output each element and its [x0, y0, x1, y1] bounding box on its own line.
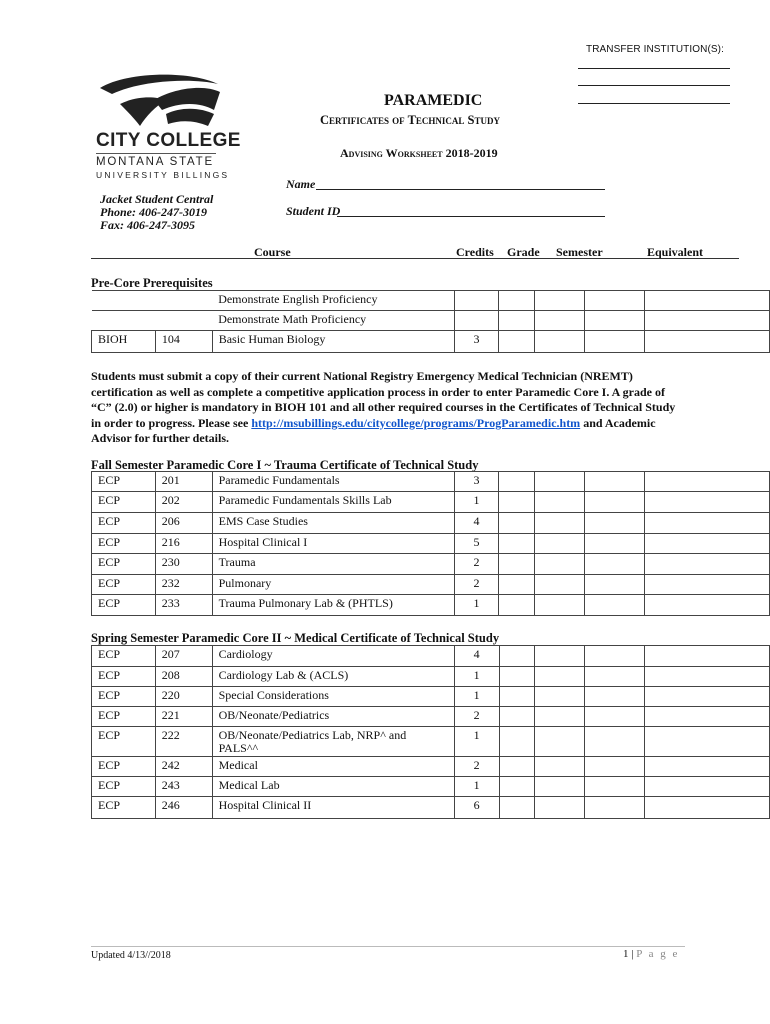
semester-cell[interactable] — [535, 757, 585, 777]
course-number: 206 — [155, 513, 212, 534]
course-row — [92, 472, 770, 492]
equivalent-cell[interactable] — [584, 513, 644, 534]
course-credits: 2 — [454, 575, 499, 595]
course-title: Basic Human Biology — [212, 331, 454, 353]
course-number: 220 — [155, 687, 212, 707]
semester-cell[interactable] — [535, 472, 585, 492]
grade-cell[interactable] — [499, 595, 535, 616]
course-row — [92, 777, 770, 797]
course-prefix: ECP — [92, 687, 156, 707]
equivalent-cell[interactable] — [585, 707, 645, 727]
course-title: OB/Neonate/Pediatrics Lab, NRP^ and PALS^^ — [212, 727, 454, 757]
transfer-institution-line-1[interactable] — [578, 68, 730, 69]
grade-cell[interactable] — [499, 757, 535, 777]
semester-cell[interactable] — [535, 513, 585, 534]
course-row — [92, 311, 770, 331]
course-title: Medical — [212, 757, 454, 777]
name-label: Name — [286, 177, 316, 191]
course-row — [92, 331, 770, 353]
page-title: PARAMEDIC — [384, 92, 483, 109]
course-row — [92, 667, 770, 687]
semester-cell[interactable] — [535, 575, 585, 595]
notes-cell[interactable] — [644, 492, 769, 513]
course-credits: 1 — [454, 727, 499, 757]
course-prefix: ECP — [92, 667, 156, 687]
course-number: 104 — [155, 331, 212, 353]
equivalent-cell[interactable] — [585, 687, 645, 707]
equivalent-cell[interactable] — [585, 311, 645, 331]
column-grade: Grade — [507, 245, 540, 259]
course-title: OB/Neonate/Pediatrics — [212, 707, 454, 727]
notes-cell[interactable] — [644, 727, 769, 757]
course-number: 233 — [155, 595, 212, 616]
course-credits: 5 — [454, 534, 499, 554]
course-prefix: ECP — [92, 513, 156, 534]
notes-cell[interactable] — [644, 291, 769, 311]
notes-cell[interactable] — [644, 331, 769, 353]
equivalent-cell[interactable] — [585, 777, 645, 797]
course-credits: 2 — [454, 757, 499, 777]
notes-cell[interactable] — [644, 575, 769, 595]
course-title: Cardiology — [212, 646, 454, 667]
course-title: Pulmonary — [212, 575, 454, 595]
course-credits: 2 — [454, 554, 499, 575]
page-subtitle: Certificates of Technical Study — [320, 113, 501, 127]
notes-cell[interactable] — [644, 757, 769, 777]
course-prefix: ECP — [92, 727, 156, 757]
logo-montana-state-text: MONTANA STATE — [96, 156, 214, 168]
course-prefix: ECP — [92, 777, 156, 797]
course-number: 202 — [155, 492, 212, 513]
course-title: Cardiology Lab & (ACLS) — [212, 667, 454, 687]
course-row — [92, 595, 770, 616]
city-college-logo — [96, 70, 241, 180]
course-title: Demonstrate English Proficiency — [212, 291, 454, 311]
semester-cell[interactable] — [535, 331, 585, 353]
grade-cell[interactable] — [499, 727, 535, 757]
course-row — [92, 687, 770, 707]
course-title: Hospital Clinical I — [212, 534, 454, 554]
course-row — [92, 291, 770, 311]
grade-cell[interactable] — [499, 492, 535, 513]
notes-cell[interactable] — [644, 797, 769, 819]
course-credits: 1 — [454, 667, 499, 687]
course-credits — [454, 291, 499, 311]
course-credits: 6 — [454, 797, 499, 819]
course-title: Paramedic Fundamentals — [212, 472, 454, 492]
course-row — [92, 757, 770, 777]
course-prefix: BIOH — [92, 331, 156, 353]
course-row — [92, 492, 770, 513]
course-number: 232 — [155, 575, 212, 595]
semester-cell[interactable] — [535, 595, 585, 616]
semester-cell[interactable] — [535, 311, 585, 331]
transfer-institution-line-2[interactable] — [578, 85, 730, 86]
equivalent-cell[interactable] — [584, 595, 644, 616]
course-prefix — [92, 291, 156, 311]
course-row — [92, 534, 770, 554]
course-row — [92, 513, 770, 534]
course-number: 243 — [155, 777, 212, 797]
footer-updated: Updated 4/13//2018 — [91, 950, 171, 961]
fall-semester-title: Fall Semester Paramedic Core I ~ Trauma Certificate of Technical Study — [91, 458, 479, 472]
course-credits: 1 — [454, 595, 499, 616]
semester-cell[interactable] — [535, 291, 585, 311]
page-word: P a g e — [636, 948, 680, 960]
equivalent-cell[interactable] — [585, 667, 645, 687]
semester-cell[interactable] — [535, 707, 585, 727]
semester-cell[interactable] — [535, 687, 585, 707]
course-row — [92, 797, 770, 819]
semester-cell[interactable] — [535, 797, 585, 819]
course-title: Hospital Clinical II — [212, 797, 454, 819]
program-link[interactable]: http://msubillings.edu/citycollege/programs/ProgParamedic.htm — [251, 415, 581, 430]
course-credits: 4 — [454, 646, 499, 667]
course-credits: 1 — [454, 687, 499, 707]
course-prefix: ECP — [92, 472, 156, 492]
logo-city-college-text: CITY COLLEGE — [96, 130, 241, 151]
contact-fax: Fax: 406-247-3095 — [100, 218, 195, 232]
footer-page: 1 | P a g e — [623, 948, 680, 960]
equivalent-cell[interactable] — [584, 492, 644, 513]
course-row — [92, 554, 770, 575]
course-row — [92, 575, 770, 595]
course-prefix: ECP — [92, 492, 156, 513]
course-number: 221 — [155, 707, 212, 727]
student-id-label: Student ID — [286, 204, 341, 218]
equivalent-cell[interactable] — [585, 291, 645, 311]
transfer-institutions-label: TRANSFER INSTITUTION(S): — [586, 44, 724, 55]
semester-cell[interactable] — [535, 777, 585, 797]
course-number: 222 — [155, 727, 212, 757]
notes-cell[interactable] — [644, 646, 769, 667]
semester-cell[interactable] — [535, 554, 585, 575]
course-credits: 1 — [454, 777, 499, 797]
notes-cell[interactable] — [644, 667, 769, 687]
course-number: 230 — [155, 554, 212, 575]
course-title: Paramedic Fundamentals Skills Lab — [212, 492, 454, 513]
notes-cell[interactable] — [644, 707, 769, 727]
precore-table — [91, 290, 770, 353]
grade-cell[interactable] — [499, 331, 535, 353]
name-field[interactable] — [316, 189, 605, 190]
course-prefix: ECP — [92, 707, 156, 727]
notes-cell[interactable] — [644, 777, 769, 797]
student-id-field[interactable] — [337, 216, 605, 217]
course-number: 242 — [155, 757, 212, 777]
transfer-institution-line-3[interactable] — [578, 103, 730, 104]
column-semester: Semester — [556, 245, 603, 259]
notes-cell[interactable] — [644, 554, 769, 575]
semester-cell[interactable] — [535, 534, 585, 554]
grade-cell[interactable] — [499, 667, 535, 687]
course-title: Trauma — [212, 554, 454, 575]
course-title: Trauma Pulmonary Lab & (PHTLS) — [212, 595, 454, 616]
grade-cell[interactable] — [499, 777, 535, 797]
admission-note — [91, 369, 681, 447]
grade-cell[interactable] — [499, 534, 535, 554]
equivalent-cell[interactable] — [585, 757, 645, 777]
equivalent-cell[interactable] — [584, 472, 644, 492]
logo-swoosh-icon — [96, 70, 222, 128]
contact-office: Jacket Student Central — [100, 192, 214, 206]
fall-semester-table — [91, 471, 770, 616]
logo-divider — [96, 153, 216, 154]
worksheet-title: Advising Worksheet 2018-2019 — [340, 146, 498, 160]
course-credits: 3 — [454, 331, 499, 353]
grade-cell[interactable] — [499, 646, 535, 667]
equivalent-cell[interactable] — [585, 331, 645, 353]
grade-cell[interactable] — [499, 575, 535, 595]
equivalent-cell[interactable] — [585, 646, 645, 667]
course-credits: 3 — [454, 472, 499, 492]
column-equivalent: Equivalent — [647, 245, 704, 259]
course-number: 246 — [155, 797, 212, 819]
equivalent-cell[interactable] — [585, 727, 645, 757]
spring-semester-title: Spring Semester Paramedic Core II ~ Medical Certificate of Technical Study — [91, 631, 500, 645]
course-row — [92, 646, 770, 667]
course-row — [92, 727, 770, 757]
equivalent-cell[interactable] — [584, 554, 644, 575]
grade-cell[interactable] — [499, 513, 535, 534]
semester-cell[interactable] — [535, 667, 585, 687]
course-row — [92, 707, 770, 727]
notes-cell[interactable] — [644, 534, 769, 554]
contact-phone: Phone: 406-247-3019 — [100, 205, 207, 219]
equivalent-cell[interactable] — [585, 797, 645, 819]
column-course: Course — [254, 245, 291, 259]
course-title: Demonstrate Math Proficiency — [212, 311, 454, 331]
course-credits: 2 — [454, 707, 499, 727]
equivalent-cell[interactable] — [584, 534, 644, 554]
notes-cell[interactable] — [644, 472, 769, 492]
notes-cell[interactable] — [644, 513, 769, 534]
admission-note-tail: and Academic Advisor for further details. — [91, 415, 656, 445]
course-prefix: ECP — [92, 554, 156, 575]
course-number: 201 — [155, 472, 212, 492]
notes-cell[interactable] — [644, 595, 769, 616]
semester-cell[interactable] — [535, 492, 585, 513]
course-credits — [454, 311, 499, 331]
column-header-divider — [91, 258, 739, 259]
course-title: EMS Case Studies — [212, 513, 454, 534]
course-prefix: ECP — [92, 575, 156, 595]
notes-cell[interactable] — [644, 687, 769, 707]
precore-title: Pre-Core Prerequisites — [91, 276, 213, 290]
page-number: 1 — [623, 948, 629, 960]
grade-cell[interactable] — [499, 797, 535, 819]
course-credits: 1 — [454, 492, 499, 513]
column-credits: Credits — [456, 245, 494, 259]
footer-divider — [91, 946, 685, 947]
course-number: 207 — [155, 646, 212, 667]
course-number — [155, 311, 212, 331]
course-credits: 4 — [454, 513, 499, 534]
course-title: Special Considerations — [212, 687, 454, 707]
course-number: 216 — [155, 534, 212, 554]
spring-semester-table — [91, 645, 770, 819]
course-prefix: ECP — [92, 757, 156, 777]
course-prefix — [92, 311, 156, 331]
grade-cell[interactable] — [499, 687, 535, 707]
course-number: 208 — [155, 667, 212, 687]
grade-cell[interactable] — [499, 291, 535, 311]
semester-cell[interactable] — [535, 646, 585, 667]
grade-cell[interactable] — [499, 311, 535, 331]
grade-cell[interactable] — [499, 707, 535, 727]
logo-university-billings-text: UNIVERSITY BILLINGS — [96, 170, 230, 180]
course-prefix: ECP — [92, 595, 156, 616]
course-prefix: ECP — [92, 534, 156, 554]
course-prefix: ECP — [92, 646, 156, 667]
notes-cell[interactable] — [644, 311, 769, 331]
course-title: Medical Lab — [212, 777, 454, 797]
semester-cell[interactable] — [535, 727, 585, 757]
grade-cell[interactable] — [499, 554, 535, 575]
equivalent-cell[interactable] — [584, 575, 644, 595]
course-prefix: ECP — [92, 797, 156, 819]
admission-note-text: Students must submit a copy of their current National Registry Emergency Medical Technician (NREMT) certification as well as complete a competitive application process in order to enter Paramedic Core I. A grade of “C” (2.0) or higher is mandatory in BIOH 101 and all other required courses in the Certificates of Technical Study in order to progress. Please see — [91, 369, 676, 430]
grade-cell[interactable] — [499, 472, 535, 492]
course-number — [155, 291, 212, 311]
